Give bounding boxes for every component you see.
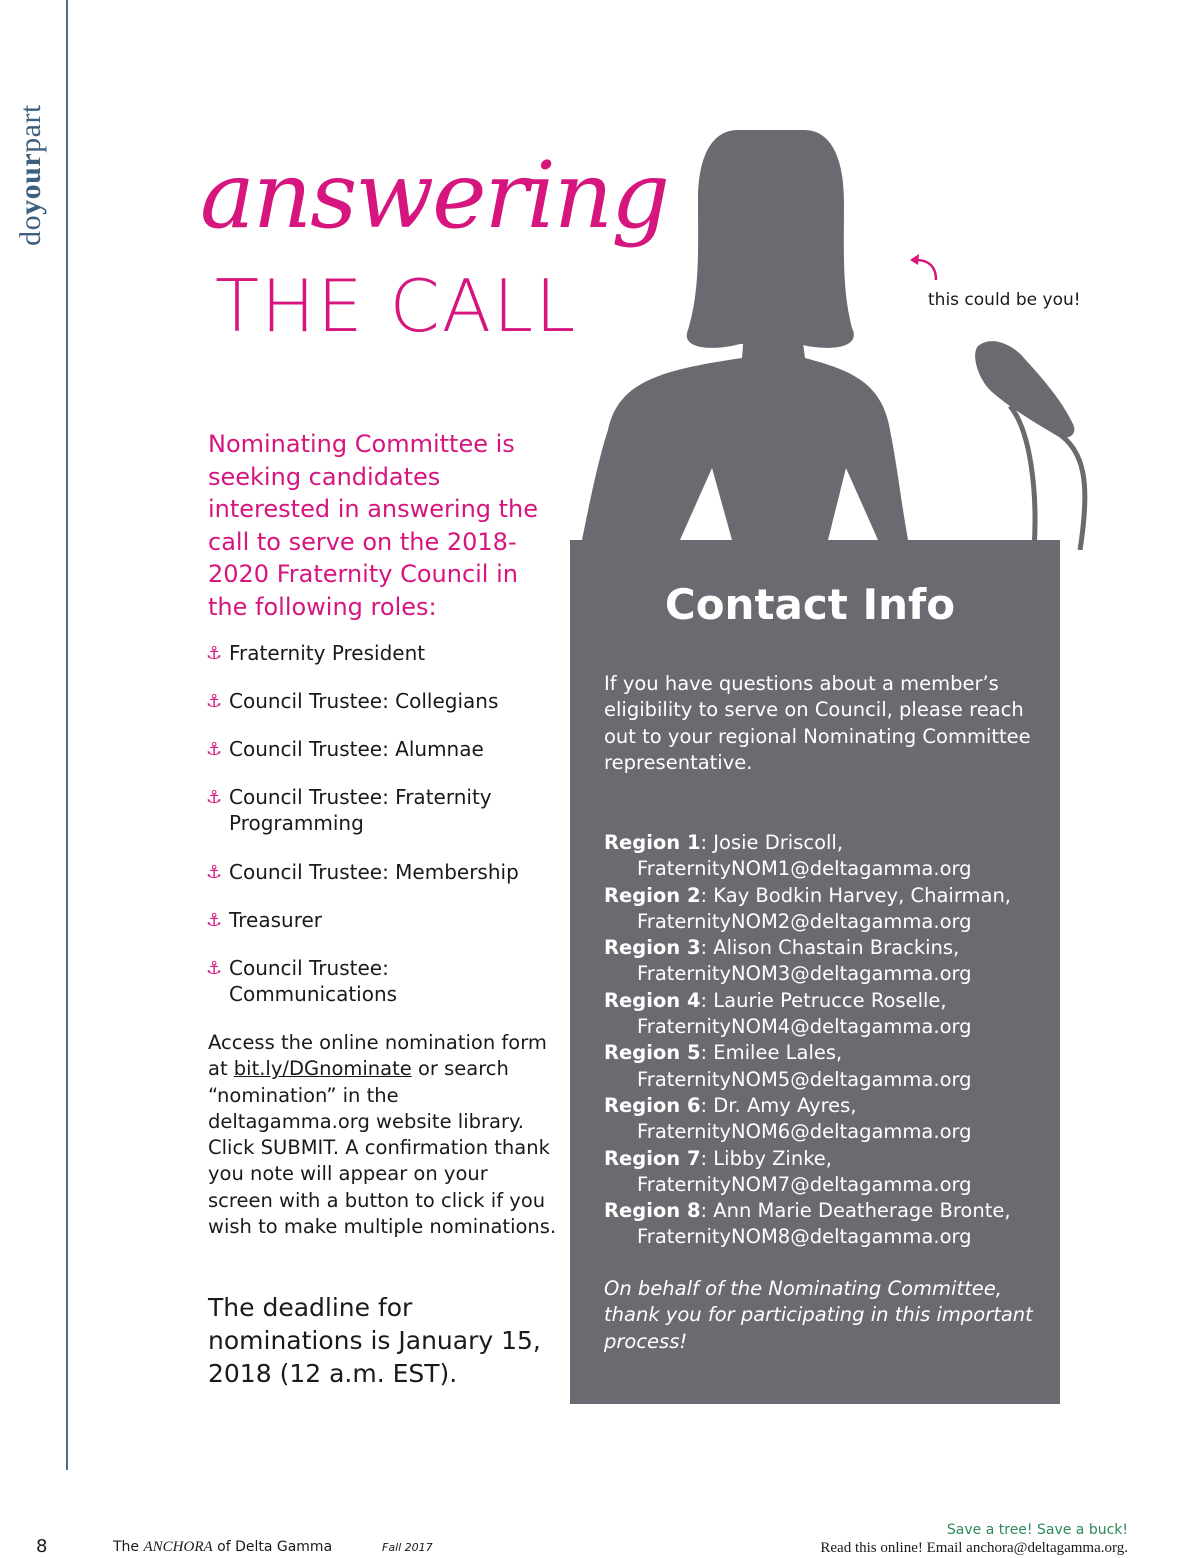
role-item: ⚓ Council Trustee: Alumnae xyxy=(206,737,484,761)
region-contact: Region 8: Ann Marie Deatherage Bronte, FraternityNOM8@deltagamma.org xyxy=(604,1198,1054,1251)
region-contact: Region 5: Emilee Lales, FraternityNOM5@deltagamma.org xyxy=(604,1040,1054,1093)
issue-label: Fall 2017 xyxy=(382,1541,433,1554)
anchor-icon: ⚓ xyxy=(206,862,223,883)
region-contact: Region 1: Josie Driscoll, FraternityNOM1@deltagamma.org xyxy=(604,830,1054,883)
margin-rule xyxy=(66,0,68,1470)
email-address[interactable]: FraternityNOM1@deltagamma.org xyxy=(637,857,972,881)
region-contact: Region 4: Laurie Petrucce Roselle, FraternityNOM4@deltagamma.org xyxy=(604,988,1054,1041)
save-tagline: Save a tree! Save a buck! xyxy=(946,1522,1128,1538)
read-online-note: Read this online! Email anchora@deltagamma.org. xyxy=(820,1540,1128,1556)
email-address[interactable]: FraternityNOM5@deltagamma.org xyxy=(637,1067,972,1091)
role-item: ⚓ Council Trustee: Collegians xyxy=(206,689,499,713)
region-contact: Region 7: Libby Zinke, FraternityNOM7@deltagamma.org xyxy=(604,1146,1054,1199)
anchor-icon: ⚓ xyxy=(206,958,223,979)
headline-script: answering xyxy=(200,142,669,249)
anchor-icon: ⚓ xyxy=(206,787,223,808)
access-paragraph: Access the online nomination form at bit.ly/DGnominate or search “nomination” in the deltagamma.org website library. Click SUBMIT. A confirmation thank you note will appear on your screen with a button to click if you wish to make multiple nominations. xyxy=(208,1031,557,1239)
speaker-silhouette-illustration xyxy=(560,130,1100,550)
callout-text: this could be you! xyxy=(928,290,1081,310)
role-item: ⚓ Treasurer xyxy=(206,908,323,932)
email-address[interactable]: FraternityNOM8@deltagamma.org xyxy=(637,1225,972,1249)
nomination-form-link[interactable]: bit.ly/DGnominate xyxy=(233,1057,412,1081)
email-address[interactable]: FraternityNOM6@deltagamma.org xyxy=(637,1120,972,1144)
role-item: ⚓ Council Trustee: Membership xyxy=(206,860,519,884)
email-address[interactable]: FraternityNOM2@deltagamma.org xyxy=(637,909,972,933)
magazine-name: The ANCHORA of Delta Gamma xyxy=(113,1539,333,1555)
role-item: ⚓ Council Trustee: Fraternity Programming xyxy=(206,785,492,835)
role-item: ⚓ Council Trustee: Communications xyxy=(206,956,398,1006)
headline-sub: THE CALL xyxy=(215,264,578,348)
thanks-note: On behalf of the Nominating Committee, thank you for participating in this important process! xyxy=(604,1277,1033,1353)
email-address[interactable]: FraternityNOM7@deltagamma.org xyxy=(637,1172,972,1196)
contact-title: Contact Info xyxy=(664,580,956,629)
region-contacts-list xyxy=(604,830,1054,1251)
section-label xyxy=(0,80,62,270)
email-address[interactable]: FraternityNOM4@deltagamma.org xyxy=(637,1015,972,1039)
section-label-text: doyourpart xyxy=(14,104,47,246)
anchor-icon: ⚓ xyxy=(206,643,223,664)
intro-paragraph: Nominating Committee is seeking candidates interested in answering the call to serve on the 2018-2020 Fraternity Council in the following roles: xyxy=(208,430,539,621)
region-contact: Region 2: Kay Bodkin Harvey, Chairman, FraternityNOM2@deltagamma.org xyxy=(604,883,1054,936)
region-contact: Region 6: Dr. Amy Ayres, FraternityNOM6@deltagamma.org xyxy=(604,1093,1054,1146)
anchor-icon: ⚓ xyxy=(206,739,223,760)
page-number: 8 xyxy=(36,1536,48,1557)
anchor-icon: ⚓ xyxy=(206,910,223,931)
anchor-icon: ⚓ xyxy=(206,691,223,712)
role-item: ⚓ Fraternity President xyxy=(206,641,426,665)
curved-arrow-icon xyxy=(906,252,942,282)
region-contact: Region 3: Alison Chastain Brackins, FraternityNOM3@deltagamma.org xyxy=(604,935,1054,988)
contact-intro: If you have questions about a member’s eligibility to serve on Council, please reach out to your regional Nominating Committee representative. xyxy=(604,672,1031,774)
email-address[interactable]: FraternityNOM3@deltagamma.org xyxy=(637,962,972,986)
deadline-text: The deadline for nominations is January 15, 2018 (12 a.m. EST). xyxy=(208,1293,541,1388)
